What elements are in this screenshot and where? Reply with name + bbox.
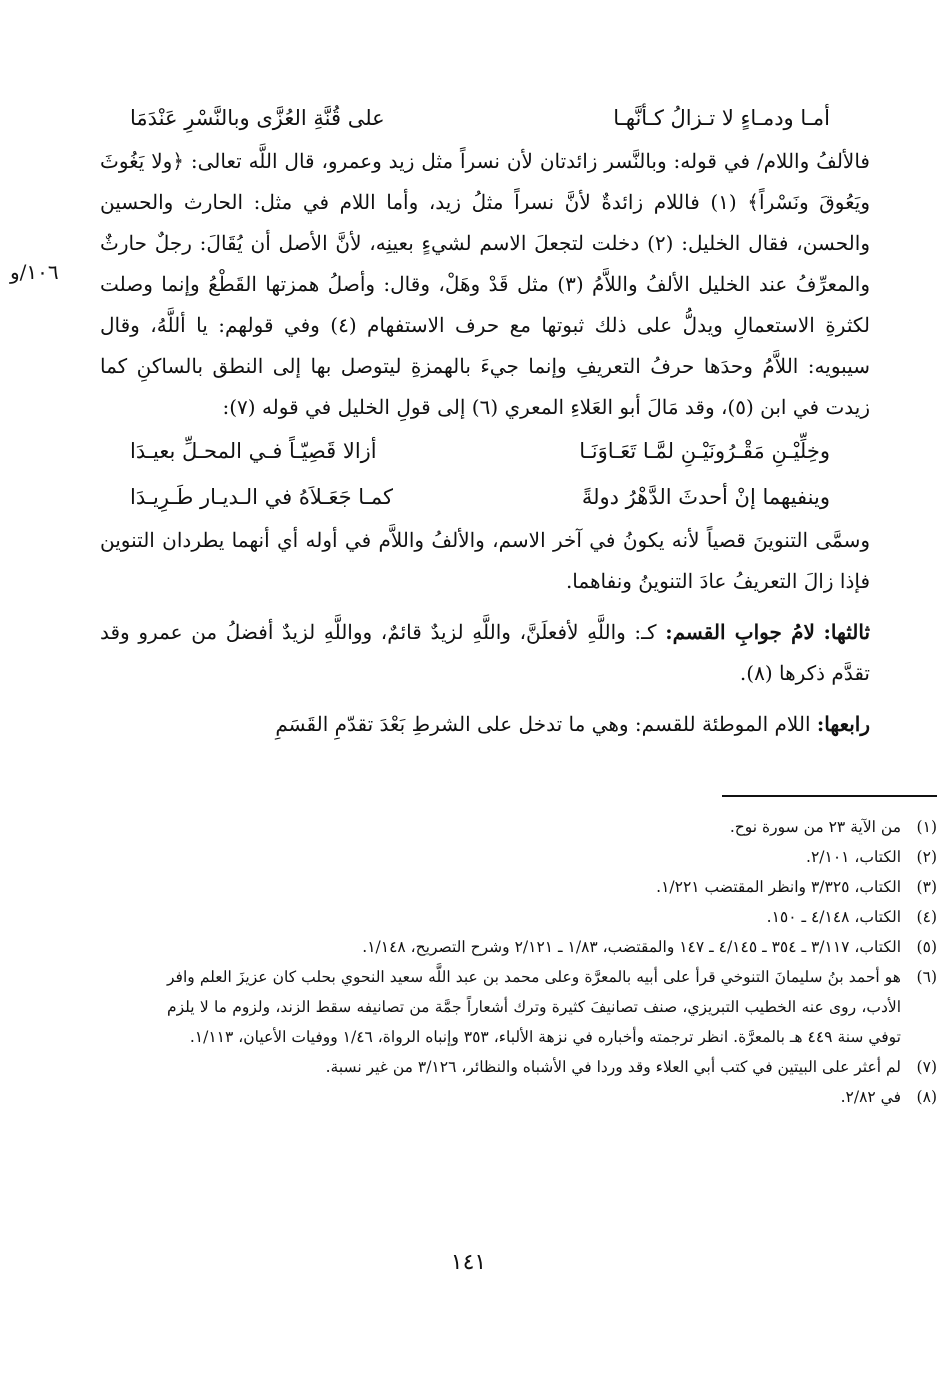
footnote-separator — [722, 795, 937, 797]
paragraph: فالألفُ واللام/ في قوله: وبالنَّسر زائدتان لأن نسراً مثل زيد وعمرو، قال اللَّه تعالى: ﴿ولا يَغُوثَ ويَعُوقَ ونَسْراً﴾ (١) فاللام زائدةٌ لأنَّ نسراً مثلُ زيد، وأما اللام في مثل: الحارث والحسين والحسن، فقال الخليل: (٢) دخلت لتجعلَ الاسم لشيءٍ بعينِه، لأنَّ الأصل أن يُقَالَ: رجلٌ حارثٌ والمعرِّفُ عند الخليل الألفُ واللاَّمُ (٣) مثل قَدْ وهَلْ، وقال: وأصلُ همزتها القَطْعُ وإنما وصلت لكثرةِ الاستعمالِ ويدلُّ على ذلك ثبوتها مع حرف الاستفهام (٤) وفي قولهم: يا أللَّهُ، وقال سيبويه: اللاَّمُ وحدَها حرفُ التعريفِ وإنما جيءَ بالهمزةِ ليتوصل بها إلى النطق بالساكنِ كما زيدت في ابن (٥)، وقد مَالَ أبو العَلاءِ المعري (٦) إلى قولِ الخليل في قوله (٧): — [100, 149, 870, 419]
section-title: لامُ جوابِ القسم: — [665, 620, 815, 644]
footnote: (١) من الآية ٢٣ من سورة نوح. — [729, 818, 937, 836]
verse-first-hemistich: وينفيهما إنْ أحدثَ الدَّهْرُ دولةً — [581, 485, 830, 509]
verse-line — [100, 474, 870, 520]
footnote: (٥) الكتاب، ٣/١١٧ ـ ٣٥٤ ـ ٤/١٤٥ ـ ١٤٧ والمقتضب، ١/٨٣ ـ ٢/١٢١ وشرح التصريح، ١/١٤٨. — [362, 938, 937, 956]
verse-second-hemistich: على قُنَّةِ العُزَّى وبالنَّسْرِ عَنْدَمَا — [130, 106, 385, 130]
paragraph: وسمَّى التنوينَ قصياً لأنه يكونُ في آخر الاسم، والألفُ واللاَّم في أوله أي أنهما يطردان التنوين فإذا زالَ التعريفُ عادَ التنوينُ ونفاهما. — [100, 528, 870, 593]
footnote: (٦) هو أحمد بنُ سليمانَ التنوخي قرأ على أبيه بالمعرَّة وعلى محمد بن عبد اللَّه سعيد النحوي بحلب كان عزيزَ العلم وافر الأدب، روى عنه الخطيب التبريزي، صنف تصانيفَ كثيرة وترك أشعاراً جمَّة من تصانيفه سقط الزند، ولزوم ما لا يلزم توفي سنة ٤٤٩ هـ بالمعرَّة. انظر ترجمته وأخباره في نزهة الألباء، ٣٥٣ وإنباه الرواة، ١/٤٦ ووفيات الأعيان، ١/١١٣. — [167, 968, 937, 1046]
margin-folio-reference: ١٠٦/و — [10, 260, 59, 284]
verse-second-hemistich: أزالا قَصِيّـاً فـي المحـلِّ بعيـدَا — [130, 439, 377, 463]
footnote: (٨) في ٢/٨٢. — [840, 1088, 937, 1106]
paragraph-body: كـ: واللَّهِ لأفعلَنَّ، واللَّهِ لزيدٌ قائمٌ، وواللَّهِ لزيدٌ أفضلُ من عمرو وقد تقدَّم ذكرها (٨). — [100, 620, 870, 685]
verse-line — [100, 428, 870, 474]
footnote: (٣) الكتاب، ٣/٣٢٥ وانظر المقتضب ١/٢٢١. — [656, 878, 937, 896]
paragraph — [100, 612, 870, 694]
paragraph-body: اللام الموطئة للقسم: وهي ما تدخل على الشرطِ بَعْدَ تقدّمِ القَسَمِ — [275, 712, 811, 736]
section-lead: ثالثها: — [823, 620, 871, 644]
paragraph — [100, 704, 870, 745]
verse-second-hemistich: كمـا جَعَـلاَهُ في الـديـار طَـرِيـدَا — [130, 485, 393, 509]
main-text — [10, 95, 871, 745]
verse-first-hemistich: وخِلِّيْـنِ مَقْـرُونَيْـنِ لمَّـا تَعَـاوَنَـا — [579, 439, 830, 463]
footnote: (٤) الكتاب، ٤/١٤٨ ـ ١٥٠. — [766, 908, 937, 926]
page-number: ١٤١ — [450, 1250, 487, 1275]
section-lead: رابعها: — [816, 712, 870, 736]
verse-line — [100, 95, 870, 141]
footnotes — [167, 812, 937, 1112]
footnote: (٢) الكتاب، ٢/١٠١. — [806, 848, 937, 866]
footnote: (٧) لم أعثر على البيتين في كتب أبي العلاء وقد وردا في الأشباه والنظائر، ٣/١٢٦ من غير نسبة. — [325, 1058, 937, 1076]
verse-first-hemistich: أمـا ودمـاءٍ لا تـزالُ كـأنَّهـا — [613, 106, 830, 130]
